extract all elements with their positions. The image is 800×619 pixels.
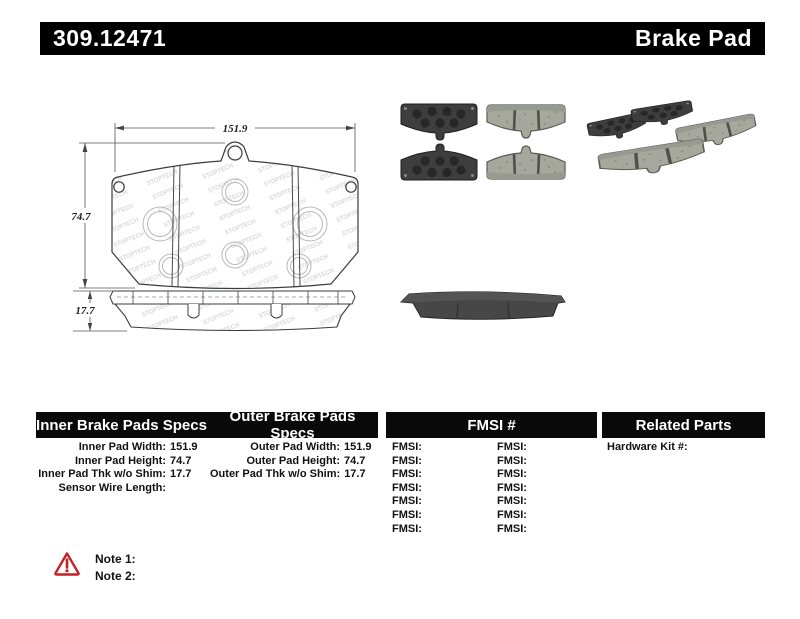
spec-label: Outer Pad Height:	[246, 454, 340, 467]
spec-value: 17.7	[170, 468, 192, 480]
fmsi-header: FMSI #	[467, 416, 516, 434]
spec-row	[210, 441, 382, 455]
spec-value: 151.9	[344, 441, 372, 453]
specs-header-bar	[36, 408, 378, 442]
fmsi-label: FMSI:	[392, 522, 422, 535]
fmsi-label: FMSI:	[497, 522, 527, 535]
spec-value: 17.7	[344, 468, 366, 480]
product-type-label: Brake Pad	[634, 25, 752, 51]
fmsi-label: FMSI:	[497, 441, 527, 453]
brake-pad-technical-drawing	[55, 100, 390, 345]
fmsi-label: FMSI:	[497, 481, 527, 494]
inner-specs-header: Inner Brake Pads Specs	[36, 416, 207, 434]
related-parts-header-bar	[602, 412, 765, 438]
spec-value: 74.7	[344, 454, 366, 467]
fmsi-label: FMSI:	[392, 454, 422, 467]
spec-row	[36, 441, 208, 455]
spec-value: 74.7	[170, 454, 192, 467]
spec-label: Inner Pad Width:	[78, 441, 166, 453]
fmsi-label: FMSI:	[392, 481, 422, 494]
outer-specs-header: Outer Brake Pads Specs	[229, 408, 356, 442]
spec-label: Sensor Wire Length:	[58, 481, 166, 494]
fmsi-label: FMSI:	[497, 454, 527, 467]
note-1-label: Note 1:	[95, 552, 136, 566]
spec-value: 151.9	[170, 441, 198, 453]
fmsi-column-right	[497, 441, 587, 536]
spec-label: Outer Pad Thk w/o Shim:	[210, 468, 341, 480]
spec-row	[36, 455, 208, 469]
warning-triangle-icon	[54, 551, 80, 577]
spec-label: Inner Pad Height:	[74, 454, 166, 467]
fmsi-label: FMSI:	[497, 495, 527, 508]
thickness-dimension-label: 17.7	[75, 305, 95, 317]
outer-specs-column	[210, 441, 382, 482]
fmsi-label: FMSI:	[392, 495, 422, 508]
width-dimension-label: 151.9	[222, 123, 248, 135]
fmsi-label: FMSI:	[497, 508, 527, 521]
pad-side-view	[105, 291, 365, 340]
height-dimension-label: 74.7	[71, 211, 91, 223]
pads-photo-angled	[583, 93, 761, 185]
note-2-label: Note 2:	[95, 569, 136, 583]
spec-row	[210, 468, 382, 482]
pad-edge-photo	[395, 286, 570, 328]
related-parts-header: Related Parts	[635, 416, 732, 434]
spec-row	[36, 482, 208, 496]
fmsi-header-bar	[386, 412, 597, 438]
spec-label: Outer Pad Width:	[250, 441, 340, 453]
spec-row	[210, 455, 382, 469]
spec-row	[36, 468, 208, 482]
related-parts-column	[607, 441, 688, 455]
pad-front-view	[95, 135, 375, 300]
fmsi-label: FMSI:	[497, 468, 527, 481]
fmsi-label: FMSI:	[392, 508, 422, 521]
title-bar	[40, 22, 765, 55]
fmsi-label: FMSI:	[392, 468, 422, 481]
pads-photo-flat	[393, 92, 573, 192]
fmsi-column-left	[392, 441, 482, 536]
fmsi-label: FMSI:	[392, 441, 422, 453]
spec-label: Inner Pad Thk w/o Shim:	[38, 468, 166, 480]
part-number-label: 309.12471	[53, 25, 167, 51]
inner-specs-column	[36, 441, 208, 495]
hardware-kit-label: Hardware Kit #:	[607, 441, 688, 453]
